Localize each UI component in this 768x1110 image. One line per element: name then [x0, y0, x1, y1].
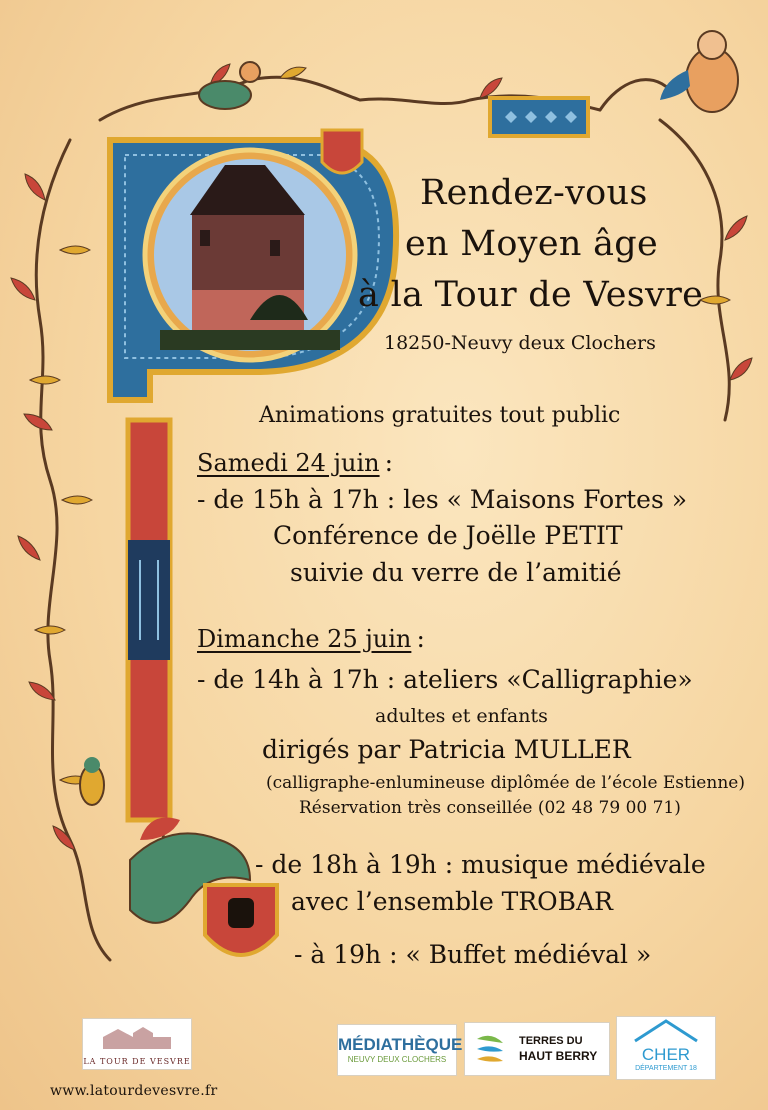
owl-icon [660, 31, 738, 112]
sunday-line-1: - de 14h à 17h : ateliers «Calligraphie» [197, 665, 693, 694]
saturday-line-2: Conférence de Joëlle PETIT [273, 521, 623, 550]
parrot-icon [80, 757, 104, 805]
sunday-line-5: Réservation très conseillée (02 48 79 00 71) [299, 798, 681, 818]
sunday-line-7: avec l’ensemble TROBAR [291, 887, 613, 916]
logo-mediatheque: MÉDIATHÈQUE NEUVY DEUX CLOCHERS [337, 1024, 457, 1076]
sunday-line-2: adultes et enfants [375, 705, 548, 727]
saturday-day: Samedi 24 juin [197, 449, 380, 477]
shield-icon [322, 130, 362, 173]
title-line-3: à la Tour de Vesvre [358, 275, 704, 315]
title-line-1: Rendez-vous [420, 173, 648, 213]
fist-shield-icon [205, 885, 277, 955]
saturday-line-3: suivie du verre de l’amitié [290, 558, 622, 587]
roof-icon [617, 1017, 715, 1043]
logo-terres-du-haut-berry: TERRES DU HAUT BERRY [464, 1022, 610, 1076]
address: 18250-Neuvy deux Clochers [384, 332, 656, 354]
website-url[interactable]: www.latourdevesvre.fr [50, 1083, 218, 1099]
sunday-line-3: dirigés par Patricia MULLER [262, 735, 631, 764]
sunday-line-4: (calligraphe-enlumineuse diplômée de l’école Estienne) [266, 773, 745, 793]
sunday-line-6: - de 18h à 19h : musique médiévale [255, 850, 706, 879]
terres-logo-icon [471, 1029, 511, 1069]
logo-tour-de-vesvre: LA TOUR DE VESVRE [82, 1018, 192, 1070]
sunday-day: Dimanche 25 juin [197, 625, 412, 653]
sunday-heading: Dimanche 25 juin : [197, 624, 425, 653]
sunday-line-8: - à 19h : « Buffet médiéval » [294, 940, 652, 969]
title-line-2: en Moyen âge [405, 224, 659, 264]
saturday-line-1: - de 15h à 17h : les « Maisons Fortes » [197, 485, 688, 514]
lead-text: Animations gratuites tout public [259, 403, 621, 428]
illuminated-letter-p [110, 140, 396, 820]
logo-cher-departement: CHER DÉPARTEMENT 18 [616, 1016, 716, 1080]
castle-icon [83, 1019, 191, 1053]
saturday-heading: Samedi 24 juin : [197, 448, 394, 477]
griffin-icon [199, 62, 260, 109]
